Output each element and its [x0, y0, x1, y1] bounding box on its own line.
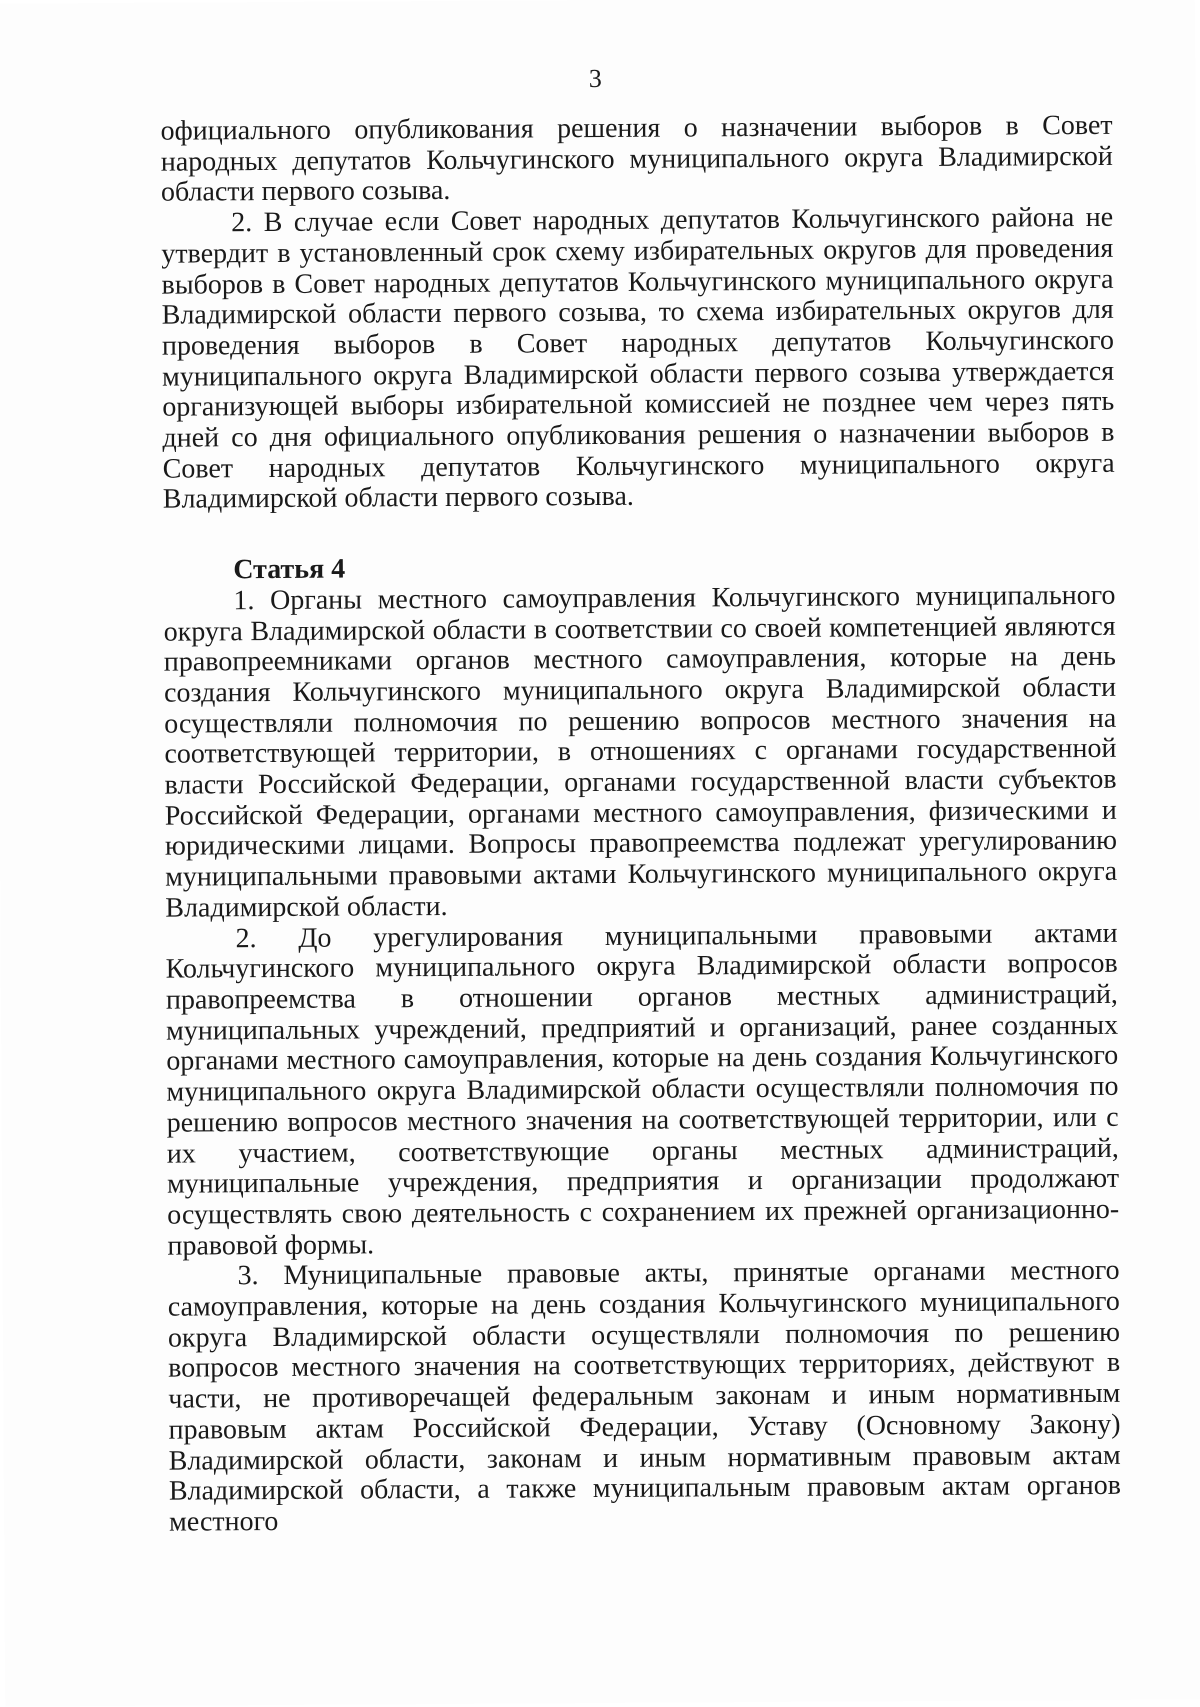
- paragraph-continuation: официального опубликования решения о назначении выборов в Совет народных депутатов Кольчугинского муниципального округа Владимирской области первого созыва.: [160, 109, 1113, 209]
- article-heading: Статья 4: [233, 553, 346, 586]
- paragraph-item-2: 2. В случае если Совет народных депутатов Кольчугинского района не утвердит в установленный срок схему избирательных округов для проведения выборов в Совет народных депутатов Кольчугинского муниципального округа Владимирской области первого созыва, то схема избирательных округов для проведения выборов в Совет народных депутатов Кольчугинского муниципального округа Владимирской области первого созыва утверждается организующей выборы избирательной комиссией не позднее чем через пять дней со дня официального опубликования решения о назначении выборов в Совет народных депутатов Кольчугинского муниципального округа Владимирской области первого созыва.: [161, 201, 1115, 516]
- article-paragraph-3: 3. Муниципальные правовые акты, принятые органами местного самоуправления, которые на день создания Кольчугинского муниципального округа Владимирской области осуществляли полномочия по решению вопросов местного значения на соответствующих территориях, действуют в части, не противоречащей федеральным законам и иным нормативным правовым актам Российской Федерации, Уставу (Основному Закону) Владимирской области, законам и иным нормативным правовым актам Владимирской области, а также муниципальным правовым актам органов местного: [167, 1255, 1121, 1538]
- page-number: 3: [588, 63, 602, 94]
- document-body: [161, 111, 1122, 1538]
- article-paragraph-2: 2. До урегулирования муниципальными правовыми актами Кольчугинского муниципального округа Владимирской области вопросов правопреемства в отношении органов местных администраций, муниципальных учреждений, предприятий и организаций, ранее созданных органами местного самоуправления, которые на день создания Кольчугинского муниципального округа Владимирской области осуществляли полномочия по решению вопросов местного значения на соответствующей территории, или с их участием, соответствующие органы местных администраций, муниципальные учреждения, предприятия и организации продолжают осуществлять свою деятельность с сохранением их прежней организационно-правовой формы.: [165, 917, 1120, 1262]
- article-paragraph-1: 1. Органы местного самоуправления Кольчугинского муниципального округа Владимирской области в соответствии со своей компетенцией являются правопреемниками органов местного самоуправления, которые на день создания Кольчугинского муниципального округа Владимирской области осуществляли полномочия по решению вопросов местного значения на соответствующей территории, в отношениях с органами государственной власти Российской Федерации, органами государственной власти субъектов Российской Федерации, органами местного самоуправления, физическими и юридическими лицами. Вопросы правопреемства подлежат урегулированию муниципальными правовыми актами Кольчугинского муниципального округа Владимирской области.: [163, 579, 1118, 924]
